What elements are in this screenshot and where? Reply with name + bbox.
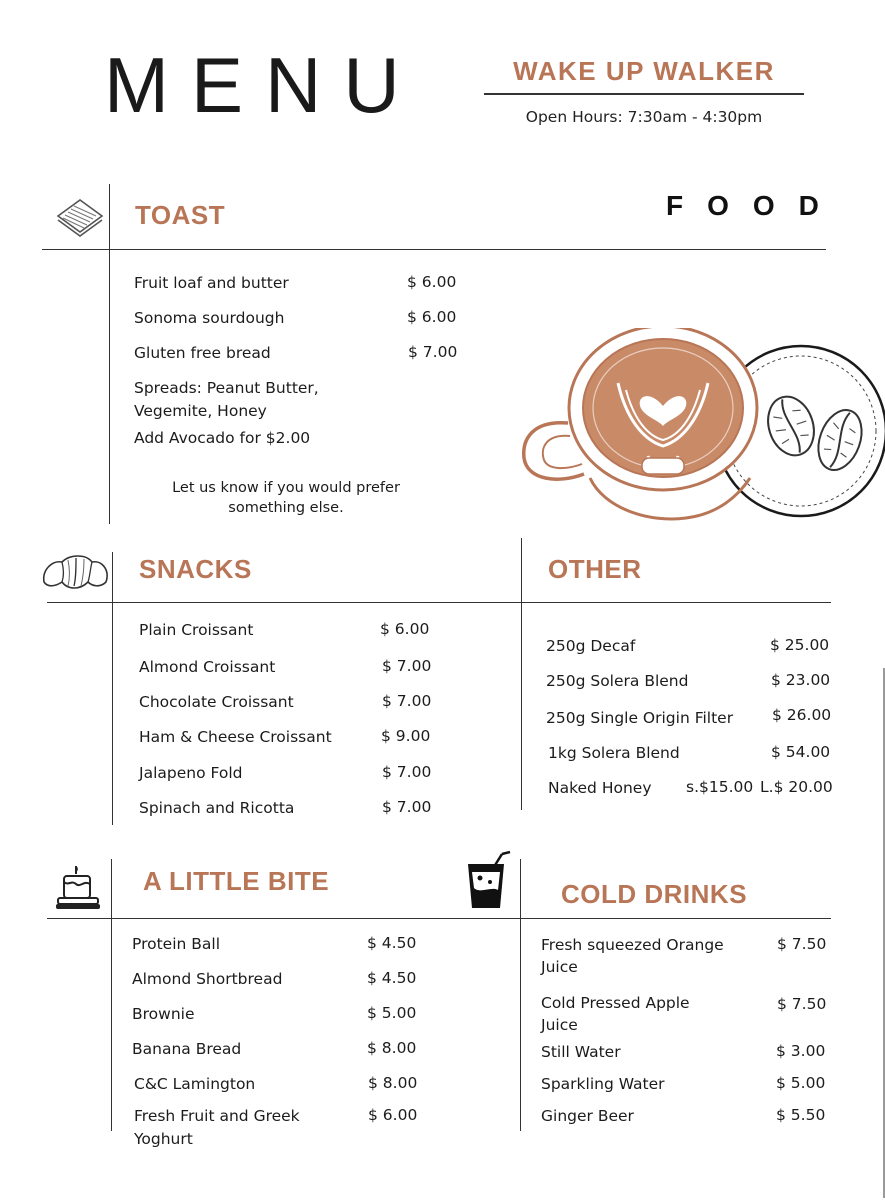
drinks-vertical-divider [520,859,521,1131]
food-label: FOOD [666,190,843,221]
menu-item-name-cont: Yoghurt [134,1130,193,1148]
menu-item-price: $ 5.00 [367,1004,417,1022]
menu-item-name: C&C Lamington [134,1075,256,1093]
spreads-line: Vegemite, Honey [134,402,267,420]
menu-item-price: $ 4.50 [367,969,417,987]
avocado-addon: Add Avocado for $2.00 [134,429,311,447]
menu-item-name: Protein Ball [132,935,221,953]
menu-item-name: Naked Honey [548,779,652,797]
menu-item-price: $ 5.50 [776,1106,826,1124]
menu-item-name: 1kg Solera Blend [548,744,680,762]
menu-item-price: $ 7.50 [777,995,827,1013]
menu-item-name: Banana Bread [132,1040,242,1058]
menu-item-name: 250g Decaf [546,637,636,655]
menu-item-price: $ 8.00 [368,1074,418,1092]
menu-item-price: $ 7.00 [382,657,432,675]
menu-item-name: Gluten free bread [134,344,271,362]
menu-item-price: $ 6.00 [407,273,457,291]
menu-item-price: $ 6.00 [407,308,457,326]
menu-item-name: Brownie [132,1005,195,1023]
menu-item-price: $ 4.50 [367,934,417,952]
cake-icon [54,864,102,912]
brand-divider [484,93,804,95]
coffee-cup-and-beans-icon [518,328,885,533]
menu-item-price: $ 6.00 [368,1106,418,1124]
other-vertical-divider [521,538,522,810]
menu-item-name: Fruit loaf and butter [134,274,289,292]
menu-item-price: $ 5.00 [776,1074,826,1092]
menu-item-price: $ 8.00 [367,1039,417,1057]
toast-note [150,478,422,519]
drink-cup-icon [464,850,512,912]
snacks-title: SNACKS [139,554,252,584]
menu-item-price: $ 7.00 [382,692,432,710]
toast-icon [54,194,106,238]
menu-item-name: Sonoma sourdough [134,309,285,327]
menu-item-price: $ 23.00 [771,671,831,689]
toast-title: TOAST [135,200,226,230]
menu-item-name: Ginger Beer [541,1107,634,1125]
menu-item-name-cont: Juice [541,958,578,976]
menu-item-price: $ 9.00 [381,727,431,745]
menu-item-name: Cold Pressed Apple [541,994,690,1012]
menu-item-name: 250g Single Origin Filter [546,709,734,727]
menu-item-name: 250g Solera Blend [546,672,689,690]
menu-item-name-cont: Juice [541,1016,578,1034]
menu-item-price: $ 3.00 [776,1042,826,1060]
little-bite-title: A LITTLE BITE [143,866,330,896]
menu-item-name: Jalapeno Fold [139,764,243,782]
open-hours: Open Hours: 7:30am - 4:30pm [525,108,763,126]
croissant-icon [40,552,110,594]
toast-rule [42,249,826,250]
snacks-rule [47,602,831,603]
menu-item-name: Spinach and Ricotta [139,799,295,817]
menu-item-name: Ham & Cheese Croissant [139,728,332,746]
spreads-line: Spreads: Peanut Butter, [134,379,319,397]
menu-item-price: $ 26.00 [772,706,832,724]
menu-item-name: Plain Croissant [139,621,254,639]
menu-item-name: Fresh squeezed Orange [541,936,724,954]
snacks-vertical-divider [112,552,113,825]
menu-item-price-small: s.$15.00 [686,778,754,796]
menu-item-name: Chocolate Croissant [139,693,294,711]
menu-item-name: Sparkling Water [541,1075,665,1093]
menu-item-price: $ 7.50 [777,935,827,953]
toast-vertical-divider [109,184,110,524]
bite-vertical-divider [111,859,112,1131]
menu-item-price: $ 25.00 [770,636,830,654]
menu-item-price: $ 7.00 [382,763,432,781]
menu-title: MENU [104,41,422,129]
menu-item-price: $ 7.00 [382,798,432,816]
menu-item-name: Almond Shortbread [132,970,283,988]
brand-name: WAKE UP WALKER [513,56,775,86]
menu-item-name: Still Water [541,1043,621,1061]
other-title: OTHER [548,554,642,584]
toast-note-line: Let us know if you would prefer [172,480,400,496]
menu-item-name: Fresh Fruit and Greek [134,1107,300,1125]
toast-note-line: something else. [228,500,344,517]
bite-rule [47,918,831,919]
menu-item-price-large: L.$ 20.00 [760,778,833,796]
menu-item-price: $ 54.00 [771,743,831,761]
menu-item-price: $ 7.00 [408,343,458,361]
menu-item-name: Almond Croissant [139,658,276,676]
menu-item-price: $ 6.00 [380,620,430,638]
cold-drinks-title: COLD DRINKS [561,879,748,909]
